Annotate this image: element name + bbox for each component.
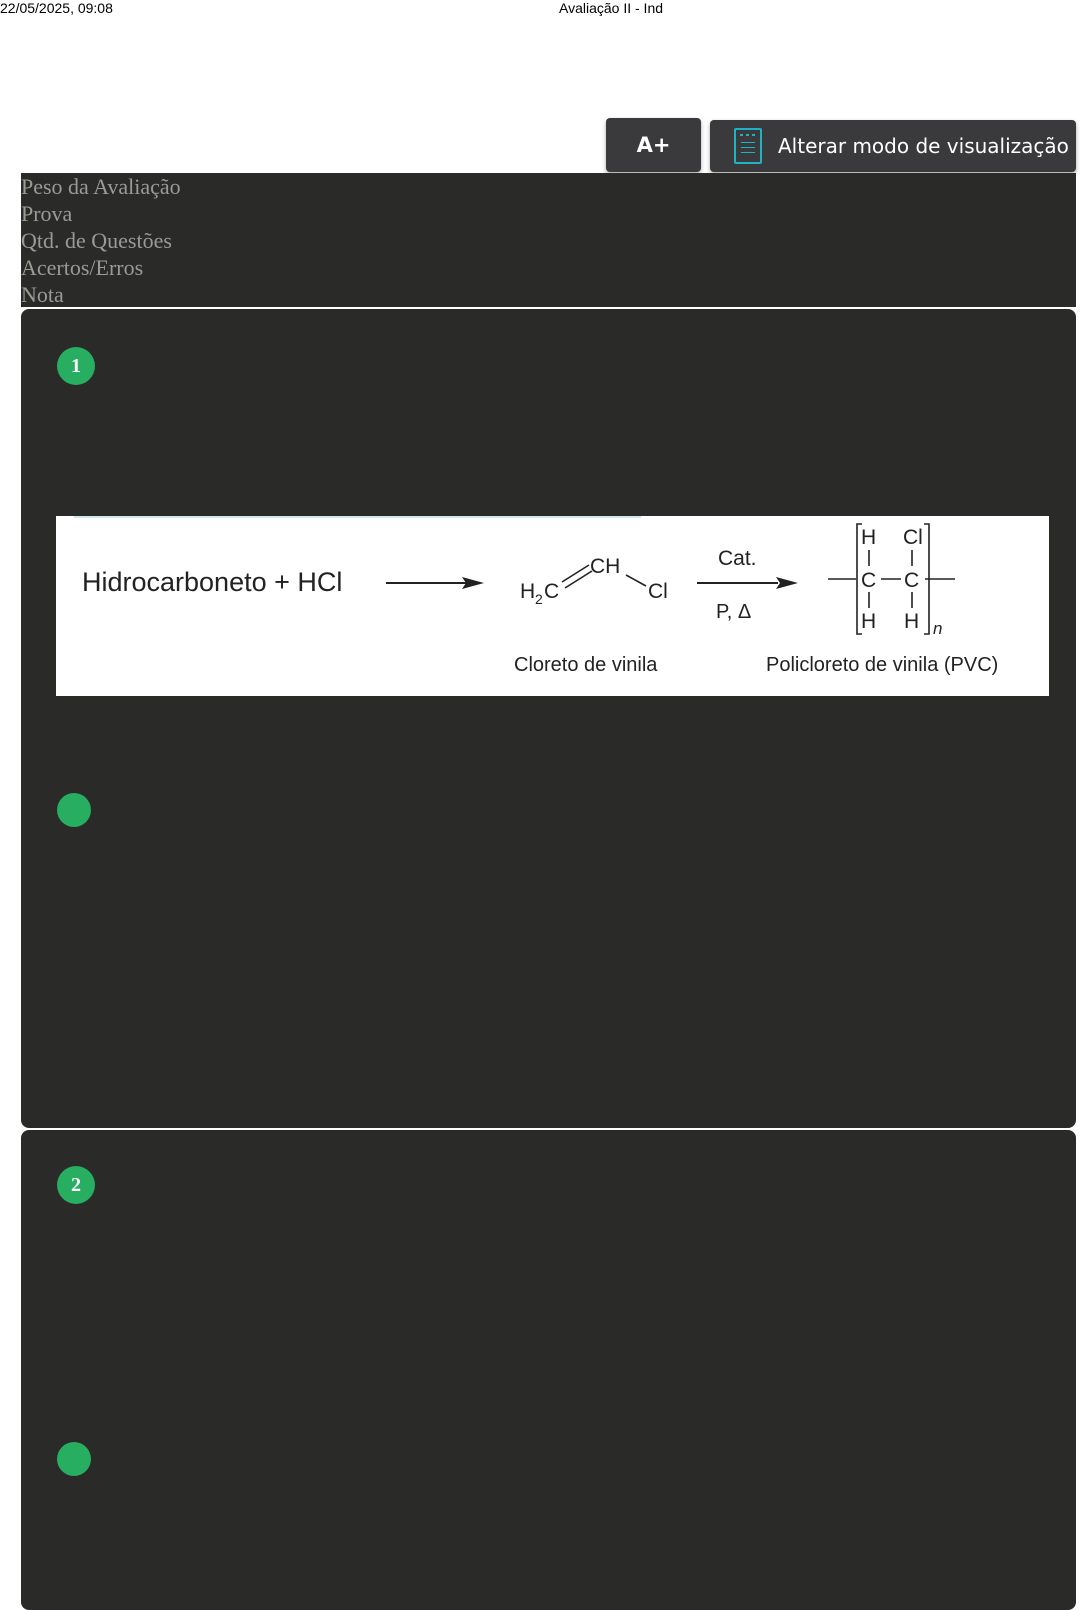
- conditions-label: P, Δ: [716, 601, 752, 623]
- svg-text:n: n: [933, 619, 943, 638]
- print-header: [0, 0, 1086, 18]
- svg-text:2: 2: [535, 591, 543, 607]
- answer-status-dot: [57, 793, 91, 827]
- font-size-increase-button[interactable]: A+: [606, 118, 701, 172]
- print-page-title: Avaliação II - Ind: [559, 0, 664, 16]
- svg-text:Cl: Cl: [648, 580, 668, 603]
- pvc-reaction-diagram: [56, 516, 1049, 696]
- change-view-mode-button[interactable]: [710, 120, 1076, 172]
- svg-text:C: C: [544, 580, 560, 603]
- summary-question-count-label: Qtd. de Questões: [21, 228, 172, 253]
- print-datetime: 22/05/2025, 09:08: [0, 0, 113, 16]
- document-view-icon: [734, 128, 762, 164]
- svg-text:Cl: Cl: [903, 526, 923, 549]
- summary-hits-errors-label: Acertos/Erros: [21, 255, 144, 280]
- monomer-caption: Cloreto de vinila: [514, 654, 658, 676]
- catalyst-label: Cat.: [718, 547, 757, 570]
- summary-exam-label: Prova: [21, 201, 73, 226]
- svg-text:C: C: [904, 569, 920, 592]
- svg-text:CH: CH: [590, 555, 621, 578]
- question-card: [21, 309, 1076, 1128]
- reaction-reactants: Hidrocarboneto + HCl: [82, 567, 343, 597]
- svg-text:H: H: [861, 526, 877, 549]
- summary-grade-label: Nota: [21, 282, 64, 307]
- question-number-badge: 1: [57, 347, 95, 385]
- svg-text:H: H: [520, 580, 536, 603]
- question-number-badge: 2: [57, 1166, 95, 1204]
- svg-text:H: H: [904, 610, 920, 633]
- summary-weight-label: Peso da Avaliação: [21, 174, 181, 199]
- svg-text:C: C: [861, 569, 877, 592]
- evaluation-summary: [21, 173, 1076, 307]
- question-card: [21, 1130, 1076, 1610]
- svg-text:H: H: [861, 610, 877, 633]
- question-figure: [56, 516, 1049, 696]
- polymer-caption: Policloreto de vinila (PVC): [766, 654, 999, 676]
- answer-status-dot: [57, 1442, 91, 1476]
- change-view-mode-label: Alterar modo de visualização: [778, 134, 1069, 158]
